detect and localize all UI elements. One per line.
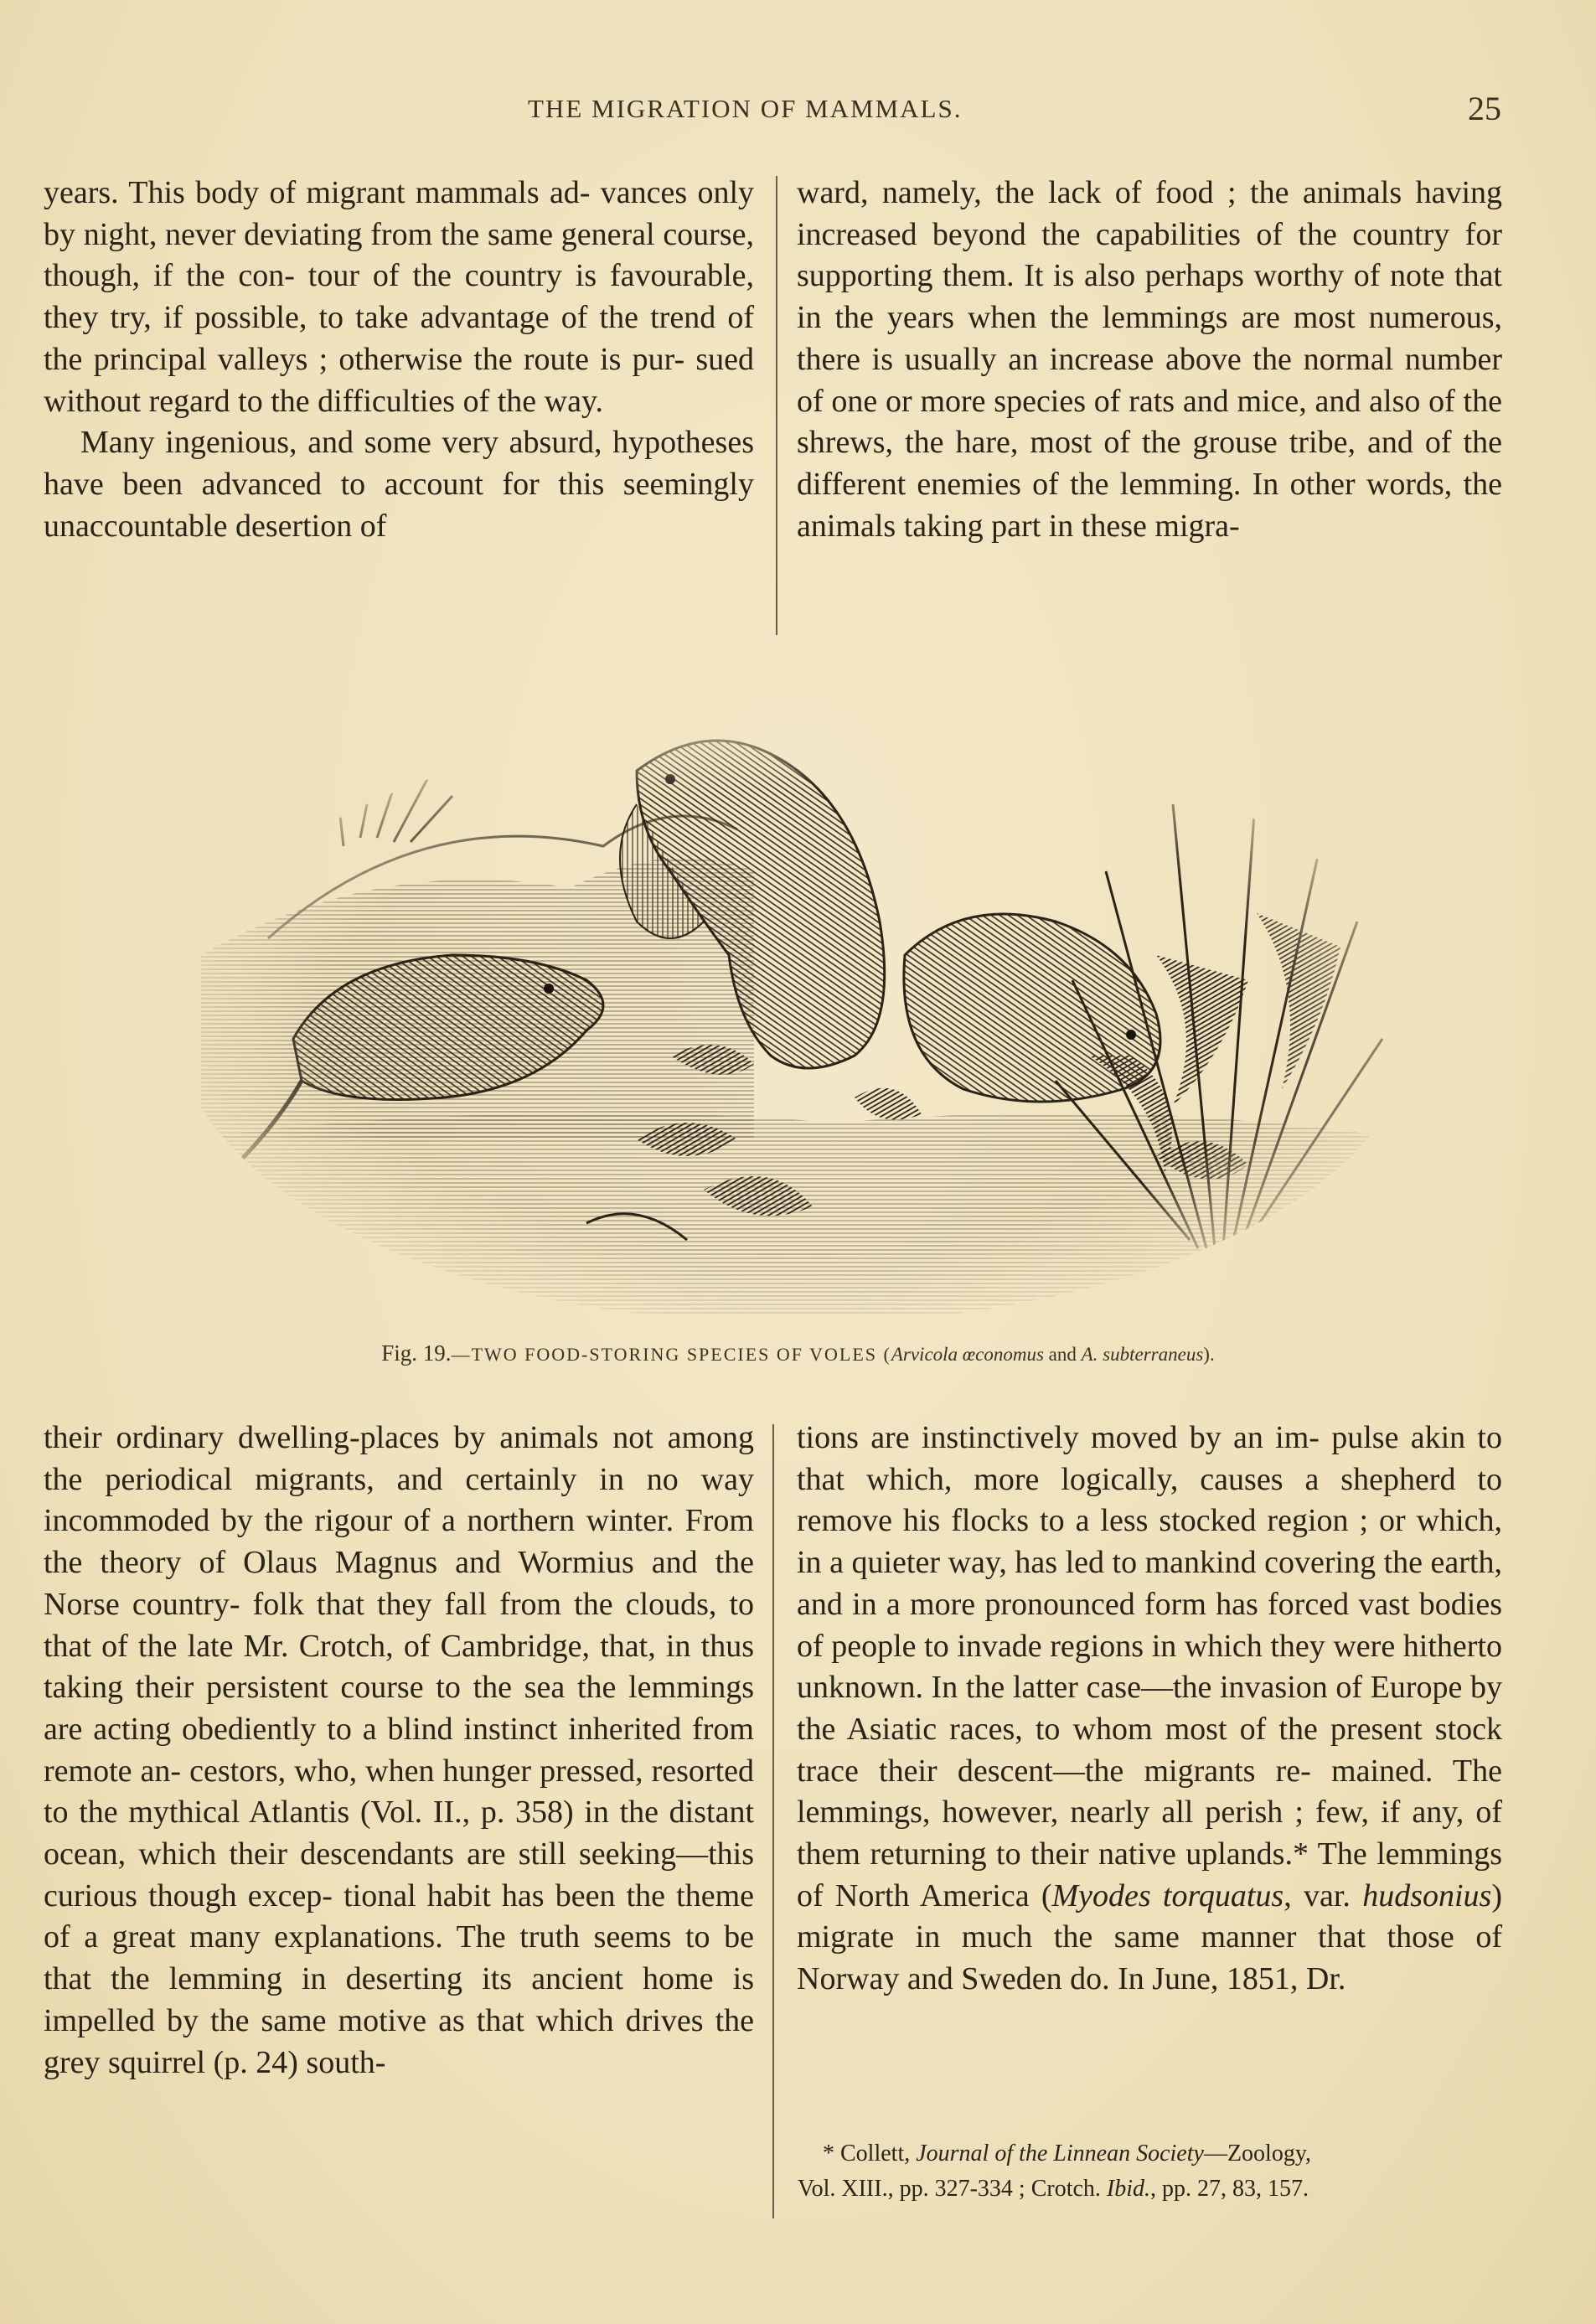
running-head: [0, 90, 1596, 136]
caption-species-2: A. subterraneus: [1081, 1344, 1204, 1365]
caption-end: ).: [1203, 1344, 1215, 1365]
footnote-line: [798, 2136, 1503, 2172]
footnote-ibid: Ibid.: [1106, 2176, 1151, 2202]
footnote-text: * Collett,: [823, 2141, 917, 2166]
column-divider: [772, 1424, 774, 2218]
paragraph: ward, namely, the lack of food ; the animals having increased beyond the capabilities of the country for supporting them. It is also perhaps worthy of note that in the years when the lemmings are most numerous, there is usually an increase above the normal number of one or more species of rats and mice, and also of the shrews, the hare, most of the grouse tribe, and of the different enemies of the lemming. In other words, the animals taking part in these migra-: [797, 175, 1502, 544]
species-variety: hudsonius: [1362, 1877, 1492, 1913]
footnote-text: Vol. XIII., pp. 327-334 ; Crotch.: [798, 2176, 1107, 2202]
column-divider: [776, 176, 777, 635]
paragraph: Many ingenious, and some very absurd, hypotheses have been advanced to account for this seemingly unaccountable desertion of: [44, 425, 754, 544]
text-run: ) migrate in much the same manner that those of Norway and Sweden do. In June, 1851, Dr.: [797, 1877, 1502, 1997]
column-left-top: [44, 173, 754, 547]
page-number: 25: [1468, 90, 1501, 127]
text-run: tions are instinctively moved by an im- pulse akin to that which, more logically, causes a shepherd to remove his flocks to a less stocked region ; or which, in a quieter way, has led to mankind covering the earth, and in a more pronounced form has forced vast bodies of people to invade regions in which they were hitherto unknown. In the latter case—the invasion of Europe by the Asiatic races, to whom most of the present stock trace their descent—the migrants re- mained. The lemmings, however, nearly all perish ; few, if any, of them returning to their native uplands.* The lemmings of North America (: [797, 1420, 1502, 1913]
caption-text: —TWO FOOD-STORING SPECIES OF VOLES (: [451, 1344, 891, 1365]
paragraph: years. This body of migrant mammals ad- vances only by night, never deviating from the same general course, though, if the con- tour of the country is favourable, they try, if possible, to take advantage of the trend of the principal valleys ; otherwise the route is pur- sued without regard to the difficulties of the way.: [44, 175, 754, 419]
paragraph: their ordinary dwelling-places by animals not among the periodical migrants, and certainly in no way incommoded by the rigour of a northern winter. From the theory of Olaus Magnus and Wormius and the Norse country- folk that they fall from the clouds, to that of the late Mr. Crotch, of Cambridge, that, in thus taking their persistent course to the sea the lemmings are acting obediently to a blind instinct inherited from remote an- cestors, who, when hunger pressed, resorted to the mythical Atlantis (Vol. II., p. 358) in the distant ocean, which their descendants are still seeking—this curious though excep- tional habit has been the theme of a great many explanations. The truth seems to be that the lemming in deserting its ancient home is impelled by the same motive as that which drives the grey squirrel (p. 24) south-: [44, 1420, 754, 2080]
figure-caption: [0, 1340, 1596, 1366]
voles-engraving: [168, 704, 1424, 1324]
species-name: Myodes torquatus: [1051, 1877, 1284, 1913]
caption-and: and: [1043, 1344, 1082, 1365]
footnote-text: , pp. 27, 83, 157.: [1150, 2176, 1309, 2202]
footnote-text: —Zoology,: [1203, 2141, 1312, 2166]
text-run: , var.: [1284, 1877, 1363, 1913]
paragraph: [797, 1418, 1502, 2001]
footnote: [798, 2136, 1503, 2207]
caption-species-1: Arvicola œconomus: [891, 1344, 1044, 1365]
footnote-journal: Journal of the Linnean Society: [916, 2141, 1204, 2166]
footnote-line: [798, 2172, 1503, 2207]
column-right-bottom: [797, 1418, 1502, 2001]
running-title: THE MIGRATION OF MAMMALS.: [528, 94, 963, 123]
column-left-bottom: [44, 1418, 754, 2084]
column-right-top: [797, 173, 1502, 547]
figure-number: Fig. 19.: [381, 1340, 452, 1366]
